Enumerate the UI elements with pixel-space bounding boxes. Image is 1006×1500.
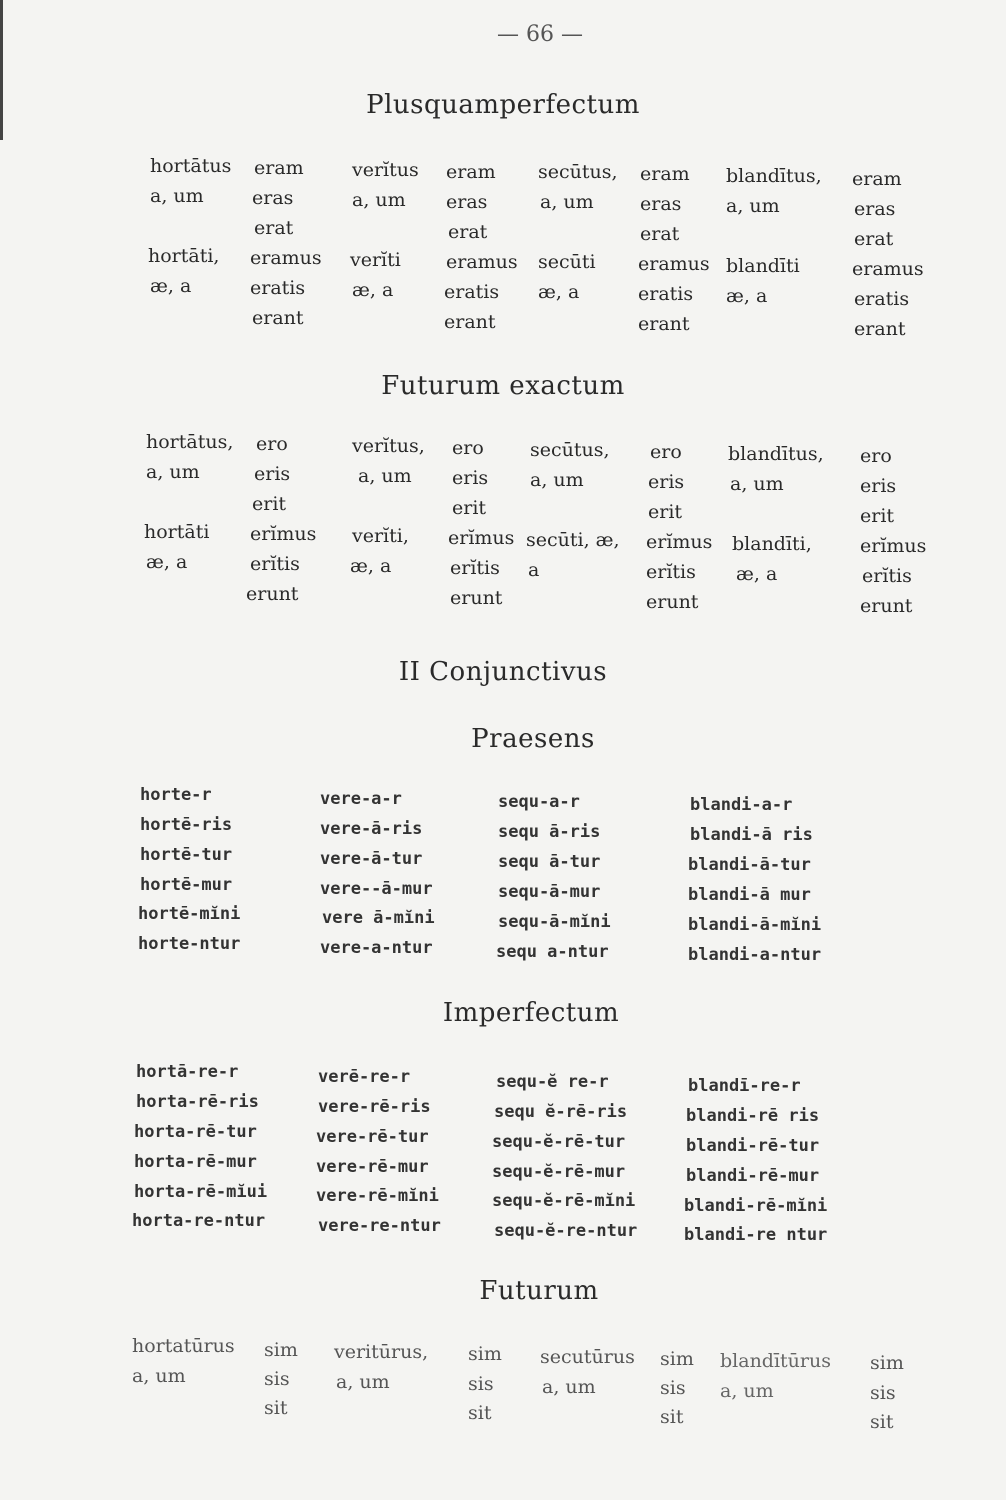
verb-form: erit (860, 505, 895, 527)
verb-form: eratis (638, 283, 694, 305)
verb-form: eris (254, 463, 291, 485)
verb-form: eras (640, 193, 682, 215)
verb-form: vere-a-ntur (320, 938, 433, 958)
participle-line: secutūrus (540, 1346, 635, 1368)
participle-line: hortāti, (148, 245, 220, 267)
verb-form: blandi-rē ris (686, 1106, 820, 1126)
participle-line: a, um (542, 1376, 596, 1398)
verb-form: erit (252, 493, 287, 515)
verb-form: erat (854, 228, 894, 250)
verb-form: verē-re-r (318, 1067, 411, 1087)
verb-form: horta-rē-mur (134, 1152, 257, 1172)
verb-form: vere-rē-ris (318, 1097, 431, 1117)
verb-form: sequ-ĕ re-r (496, 1072, 609, 1092)
participle-line: a, um (352, 189, 406, 211)
verb-form: eras (854, 198, 896, 220)
verb-form: hortā-re-r (136, 1062, 239, 1082)
verb-form: erit (648, 501, 683, 523)
participle-line: verĭti (350, 249, 401, 271)
verb-form: erant (252, 307, 304, 329)
verb-form: hortē-mur (140, 875, 233, 895)
participle-line: secūtus, (530, 439, 610, 461)
verb-form: erĭmus (860, 535, 927, 557)
verb-form: erĭtis (646, 561, 696, 583)
verb-form: vere-ā-tur (320, 849, 423, 869)
verb-form: sequ-ĕ-rē-tur (492, 1132, 626, 1152)
verb-form: horta-rē-ris (136, 1092, 259, 1112)
verb-form: vere-rē-tur (316, 1127, 429, 1147)
participle-line: secūtus, (538, 161, 618, 183)
verb-form: erĭtis (450, 557, 500, 579)
verb-form: eramus (250, 247, 322, 269)
participle-line: æ, a (538, 281, 580, 303)
verb-form: vere-rē-mĭni (316, 1186, 439, 1206)
verb-form: eramus (638, 253, 710, 275)
verb-form: sit (660, 1406, 684, 1428)
verb-form: sequ ĕ-rē-ris (494, 1102, 628, 1122)
verb-form: horte-ntur (138, 934, 241, 954)
verb-form: sequ-ā-mur (498, 882, 601, 902)
page-edge-shadow (0, 0, 3, 140)
verb-form: erant (638, 313, 690, 335)
verb-form: eris (860, 475, 897, 497)
participle-line: blandīti, (732, 533, 812, 555)
participle-line: a, um (146, 461, 200, 483)
verb-form: eris (648, 471, 685, 493)
participle-line: a, um (730, 473, 784, 495)
participle-line: blandītūrus (720, 1350, 831, 1372)
participle-line: verĭti, (352, 525, 409, 547)
verb-form: erunt (450, 587, 503, 609)
verb-form: sim (264, 1339, 298, 1361)
verb-form: erat (448, 221, 488, 243)
participle-line: verĭtus, (352, 435, 425, 457)
verb-form: horta-re-ntur (132, 1211, 266, 1231)
participle-line: verĭtus (352, 159, 419, 181)
participle-line: æ, a (352, 279, 394, 301)
participle-line: a, um (150, 185, 204, 207)
verb-form: blandi-ā ris (690, 825, 813, 845)
verb-form: blandi-rē-tur (686, 1136, 820, 1156)
participle-line: hortāti (144, 521, 210, 543)
verb-form: sequ-ĕ-rē-mĭni (492, 1191, 636, 1211)
participle-line: æ, a (350, 555, 392, 577)
verb-form: ero (650, 441, 682, 463)
verb-form: sim (870, 1352, 904, 1374)
participle-line: a, um (530, 469, 584, 491)
verb-form: blandī-re-r (688, 1076, 801, 1096)
verb-form: blandi-ā-tur (688, 855, 811, 875)
participle-line: blandītus, (726, 165, 822, 187)
participle-line: æ, a (736, 563, 778, 585)
verb-form: sis (264, 1368, 290, 1390)
verb-form: eramus (446, 251, 518, 273)
verb-form: hortē-ris (140, 815, 233, 835)
verb-form: vere-a-r (320, 789, 402, 809)
verb-form: ero (860, 445, 892, 467)
section-title-conjunctivus: II Conjunctivus (398, 657, 608, 687)
verb-form: erunt (246, 583, 299, 605)
participle-line: blandītus, (728, 443, 824, 465)
participle-line: hortātus (150, 155, 232, 177)
verb-form: horte-r (140, 785, 212, 805)
verb-form: erat (640, 223, 680, 245)
verb-form: sequ ā-tur (498, 852, 601, 872)
verb-form: erat (254, 217, 294, 239)
verb-form: eram (254, 157, 304, 179)
verb-form: erĭmus (646, 531, 713, 553)
verb-form: erunt (860, 595, 913, 617)
participle-line: veritūrus, (334, 1341, 429, 1363)
verb-form: eratis (250, 277, 306, 299)
verb-form: erant (444, 311, 496, 333)
participle-line: a (528, 559, 540, 581)
participle-line: a, um (726, 195, 780, 217)
verb-form: hortē-tur (140, 845, 233, 865)
verb-form: sequ-ā-mĭni (498, 912, 611, 932)
participle-line: blandīti (726, 255, 800, 277)
subsection-title-imperfectum: Imperfectum (442, 998, 620, 1028)
verb-form: eris (452, 467, 489, 489)
verb-form: erĭtis (862, 565, 912, 587)
participle-line: a, um (358, 465, 412, 487)
section-title-futurum-exactum: Futurum exactum (381, 371, 625, 401)
verb-form: sequ-ĕ-rē-mur (492, 1162, 626, 1182)
participle-line: secūti (538, 251, 596, 273)
verb-form: eras (446, 191, 488, 213)
verb-form: blandi-a-ntur (688, 945, 822, 965)
participle-line: secūti, æ, (526, 529, 620, 551)
verb-form: blandi-rē-mur (686, 1166, 820, 1186)
verb-form: sequ a-ntur (496, 942, 609, 962)
verb-form: horta-rē-mĭui (134, 1182, 268, 1202)
verb-form: sequ-a-r (498, 792, 580, 812)
verb-form: erĭmus (250, 523, 317, 545)
participle-line: æ, a (726, 285, 768, 307)
verb-form: blandi-re ntur (684, 1225, 828, 1245)
verb-form: erunt (646, 591, 699, 613)
verb-form: vere-ā-ris (320, 819, 423, 839)
participle-line: æ, a (146, 551, 188, 573)
verb-form: sequ-ĕ-re-ntur (494, 1221, 638, 1241)
verb-form: blandi-ā-mĭni (688, 915, 822, 935)
participle-line: a, um (336, 1371, 390, 1393)
verb-form: blandi-rē-mĭni (684, 1196, 828, 1216)
verb-form: eram (640, 163, 690, 185)
verb-form: vere ā-mĭni (322, 908, 435, 928)
verb-form: sit (264, 1397, 288, 1419)
verb-form: erĭtis (250, 553, 300, 575)
verb-form: blandi-ā mur (688, 885, 811, 905)
subsection-title-praesens: Praesens (471, 724, 595, 754)
participle-line: hortātus, (146, 431, 234, 453)
verb-form: sim (660, 1348, 694, 1370)
verb-form: horta-rē-tur (134, 1122, 257, 1142)
participle-line: a, um (132, 1365, 186, 1387)
verb-form: sit (870, 1411, 894, 1433)
page-number: — 66 — (497, 22, 583, 47)
participle-line: hortatūrus (132, 1335, 235, 1357)
verb-form: blandi-a-r (690, 795, 793, 815)
section-title-plusquamperfectum: Plusquamperfectum (366, 90, 640, 120)
verb-form: vere-re-ntur (318, 1216, 441, 1236)
participle-line: æ, a (150, 275, 192, 297)
verb-form: sis (660, 1377, 686, 1399)
verb-form: erant (854, 318, 906, 340)
verb-form: eratis (854, 288, 910, 310)
verb-form: ero (256, 433, 288, 455)
verb-form: sit (468, 1402, 492, 1424)
verb-form: eras (252, 187, 294, 209)
verb-form: vere-rē-mur (316, 1157, 429, 1177)
verb-form: ero (452, 437, 484, 459)
verb-form: vere--ā-mur (320, 879, 433, 899)
verb-form: eram (446, 161, 496, 183)
verb-form: eram (852, 168, 902, 190)
verb-form: eratis (444, 281, 500, 303)
verb-form: erĭmus (448, 527, 515, 549)
verb-form: sequ ā-ris (498, 822, 601, 842)
subsection-title-futurum: Futurum (479, 1276, 599, 1306)
participle-line: a, um (720, 1380, 774, 1402)
verb-form: erit (452, 497, 487, 519)
verb-form: sis (468, 1373, 494, 1395)
verb-form: hortē-mĭni (138, 904, 241, 924)
verb-form: sim (468, 1343, 502, 1365)
verb-form: sis (870, 1382, 896, 1404)
verb-form: eramus (852, 258, 924, 280)
participle-line: a, um (540, 191, 594, 213)
